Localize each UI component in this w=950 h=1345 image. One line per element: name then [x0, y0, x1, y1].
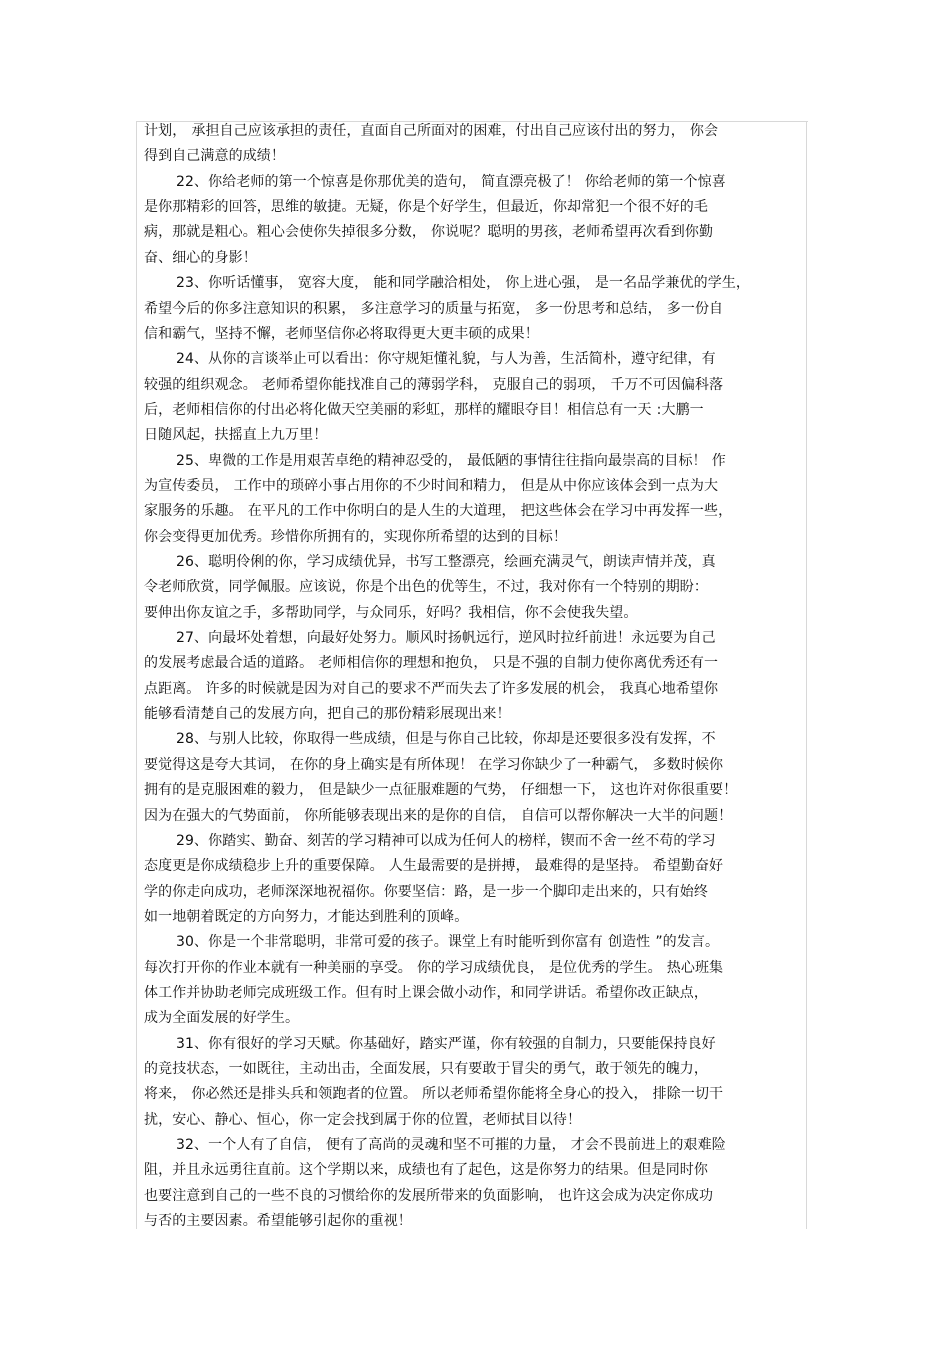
- text-line: 计划， 承担自己应该承担的责任，直面自己所面对的困难，付出自己应该付出的努力， 你会: [144, 123, 719, 139]
- text-line: 将来， 你必然还是排头兵和领跑者的位置。 所以老师希望你能将全身心的投入， 排除一切干: [144, 1086, 724, 1103]
- text-line: 扰，安心、静心、恒心，你一定会找到属于你的位置，老师拭目以待！: [144, 1111, 582, 1128]
- text-line: 希望今后的你多注意知识的积累， 多注意学习的质量与拓宽， 多一份思考和总结， 多一份自: [144, 300, 724, 317]
- paragraph-first-line: 31、你有很好的学习天赋。你基础好，踏实严谨，你有较强的自制力，只要能保持良好: [176, 1035, 716, 1052]
- text-line: 如一地朝着既定的方向努力，才能达到胜利的顶峰。: [144, 908, 469, 925]
- paragraph-first-line: 27、向最坏处着想，向最好处努力。顺风时扬帆远行，逆风时拉纤前进！永远要为自己: [176, 630, 716, 646]
- text-line: 也要注意到自己的一些不良的习惯给你的发展所带来的负面影响， 也许这会成为决定你成功: [144, 1187, 714, 1204]
- paragraph-first-line: 23、你听话懂事， 宽容大度， 能和同学融洽相处， 你上进心强， 是一名品学兼优的学生，: [176, 275, 751, 292]
- text-line: 奋、细心的身影！: [144, 249, 257, 266]
- text-line: 要觉得这是夸大其词， 在你的身上确实是有所体现！ 在学习你缺少了一种霸气， 多数时候你: [144, 756, 724, 773]
- text-line: 态度更是你成绩稳步上升的重要保障。 人生最需要的是拼搏， 最难得的是坚持。 希望勤奋好: [144, 858, 724, 875]
- text-line: 体工作并协助老师完成班级工作。但有时上课会做小动作，和同学讲话。希望你改正缺点，: [144, 984, 708, 1001]
- text-line: 点距离。 许多的时候就是因为对自己的要求不严而失去了许多发展的机会， 我真心地希望你: [144, 680, 719, 697]
- text-line: 信和霸气，坚持不懈，老师坚信你必将取得更大更丰硕的成果！: [144, 325, 539, 342]
- text-line: 家服务的乐趣。 在平凡的工作中你明白的是人生的大道理， 把这些体会在学习中再发挥一些，: [144, 503, 733, 520]
- page-frame-left-border: [136, 121, 137, 1229]
- paragraph-first-line: 32、一个人有了自信， 便有了高尚的灵魂和坚不可摧的力量， 才会不畏前进上的艰难险: [176, 1137, 726, 1153]
- paragraph-first-line: 29、你踏实、勤奋、刻苦的学习精神可以成为任何人的榜样，锲而不舍一丝不苟的学习: [176, 832, 716, 849]
- text-line: 的发展考虑最合适的道路。 老师相信你的理想和抱负， 只是不强的自制力使你离优秀还有一: [144, 655, 719, 672]
- text-line: 后，老师相信你的付出必将化做天空美丽的彩虹，那样的耀眼夺目！相信总有一天 :大鹏一: [144, 401, 704, 418]
- text-line: 要伸出你友谊之手，多帮助同学，与众同乐，好吗？我相信，你不会使我失望。: [144, 604, 638, 621]
- text-line: 令老师欣赏，同学佩服。应该说，你是个出色的优等生，不过，我对你有一个特别的期盼：: [144, 579, 708, 596]
- text-line: 能够看清楚自己的发展方向，把自己的那份精彩展现出来！: [144, 706, 511, 723]
- text-line: 日随风起，扶摇直上九万里！: [144, 427, 328, 444]
- text-line: 与否的主要因素。希望能够引起你的重视！: [144, 1213, 412, 1229]
- text-line: 得到自己满意的成绩！: [144, 148, 285, 165]
- page-frame-right-border: [806, 121, 807, 1229]
- paragraph-first-line: 24、从你的言谈举止可以看出：你守规矩懂礼貌，与人为善，生活简朴，遵守纪律，有: [176, 351, 716, 368]
- text-line: 的竞技状态，一如既往，主动出击，全面发展，只有要敢于冒尖的勇气，敢于领先的魄力，: [144, 1061, 708, 1077]
- text-line: 较强的组织观念。 老师希望你能找准自己的薄弱学科， 克服自己的弱项， 千万不可因偏科落: [144, 376, 724, 393]
- text-line: 学的你走向成功，老师深深地祝福你。你要坚信：路，是一步一个脚印走出来的，只有始终: [144, 883, 708, 900]
- text-line: 拥有的是克服困难的毅力， 但是缺少一点征服难题的气势， 仔细想一下， 这也许对你很重要！: [144, 782, 738, 799]
- paragraph-first-line: 25、卑微的工作是用艰苦卓绝的精神忍受的， 最低陋的事情往往指向最崇高的目标！ 作: [176, 452, 726, 469]
- paragraph-first-line: 22、你给老师的第一个惊喜是你那优美的造句， 简直漂亮极了！ 你给老师的第一个惊喜: [176, 173, 726, 190]
- text-line: 阻，并且永远勇往直前。这个学期以来，成绩也有了起色，这是你努力的结果。但是同时你: [144, 1162, 708, 1179]
- paragraph-first-line: 30、你是一个非常聪明，非常可爱的孩子。课堂上有时能听到你富有 创造性 ”的发言。: [176, 934, 720, 951]
- text-line: 你会变得更加优秀。珍惜你所拥有的，实现你所希望的达到的目标！: [144, 528, 567, 545]
- text-line: 因为在强大的气势面前， 你所能够表现出来的是你的自信， 自信可以帮你解决一大半的问题！: [144, 807, 733, 824]
- text-line: 每次打开你的作业本就有一种美丽的享受。 你的学习成绩优良， 是位优秀的学生。 热心班集: [144, 959, 724, 976]
- paragraph-first-line: 28、与别人比较，你取得一些成绩，但是与你自己比较，你却是还要很多没有发挥，不: [176, 731, 716, 748]
- text-line: 病，那就是粗心。粗心会使你失掉很多分数， 你说呢？聪明的男孩，老师希望再次看到你勤: [144, 224, 714, 241]
- text-line: 为宣传委员， 工作中的琐碎小事占用你的不少时间和精力， 但是从中你应该体会到一点为大: [144, 477, 719, 494]
- paragraph-first-line: 26、聪明伶俐的你，学习成绩优异，书写工整漂亮，绘画充满灵气，朗读声情并茂，真: [176, 554, 716, 570]
- text-line: 是你那精彩的回答，思维的敏捷。无疑，你是个好学生，但最近，你却常犯一个很不好的毛: [144, 199, 708, 216]
- text-line: 成为全面发展的好学生。: [144, 1010, 300, 1027]
